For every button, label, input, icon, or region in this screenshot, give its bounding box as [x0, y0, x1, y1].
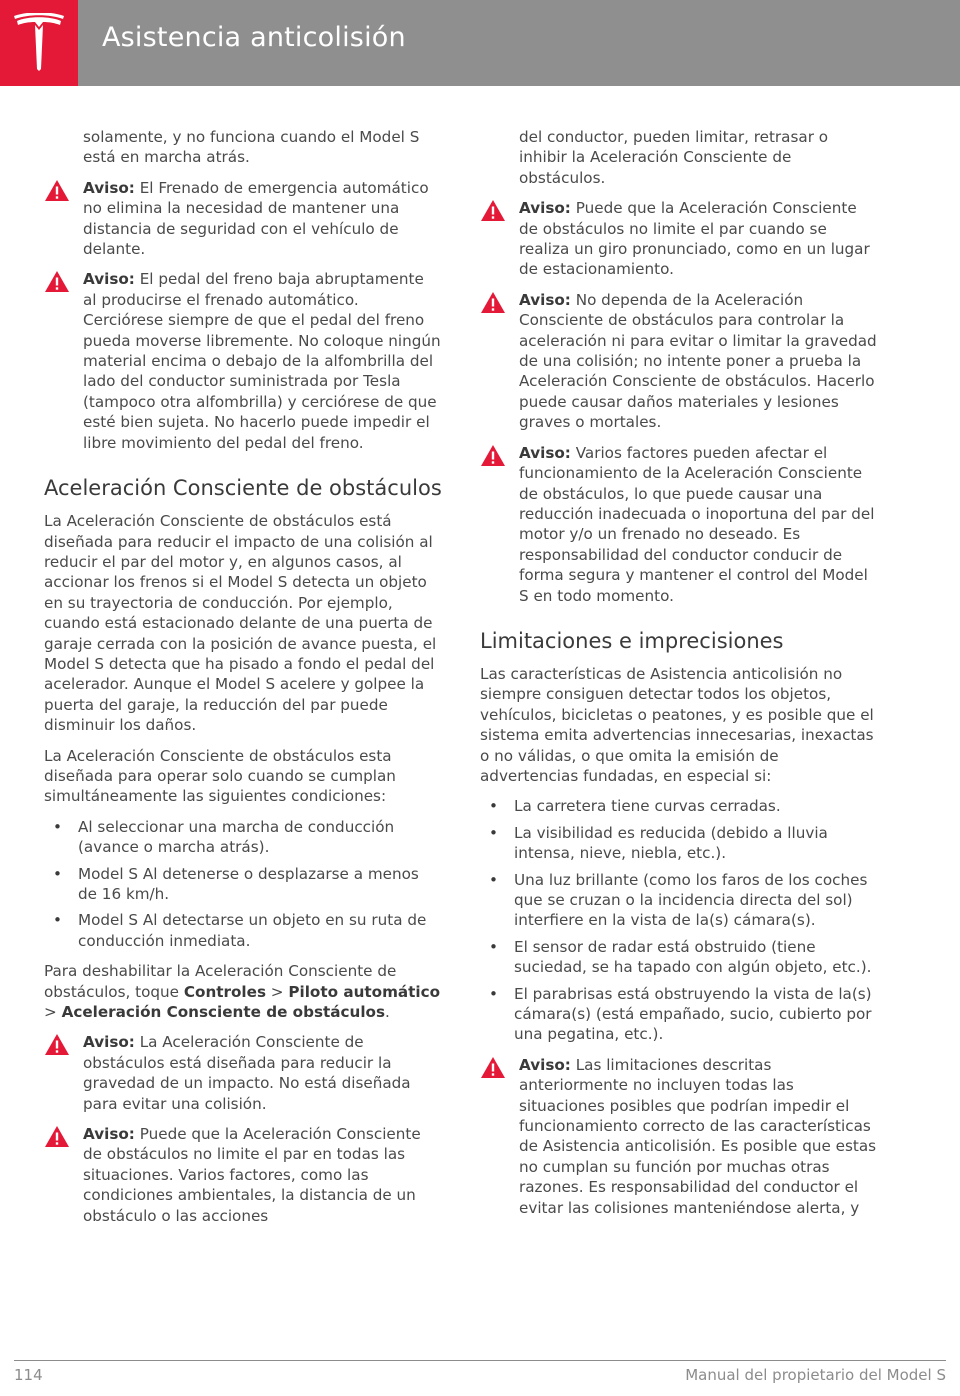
warning-text: Varios factores pueden afectar el funcionamiento de la Aceleración Consciente de obstáculos, lo que puede causar una reducción inadecuada o inoportuna del par del motor y/o un frenado no deseado. Es responsabilidad del conductor conducir de forma segura y mantener el control del Model S en todo momento.	[519, 443, 875, 605]
left-column	[44, 127, 442, 1236]
warning-text: Las limitaciones descritas anteriormente no incluyen todas las situaciones posibles que podrían impedir el funcionamiento correcto de las características de Asistencia anticolisión. Es posible que estas no cumplan su función por muchas otras razones. Es responsabilidad del conductor el evitar las colisiones manteniéndose alerta, y	[519, 1055, 877, 1217]
paragraph: La Aceleración Consciente de obstáculos está diseñada para reducir el impacto de una colisión al reducir el par del motor y, en algunos casos, al accionar los frenos si el Model S detecta un objeto en su trayectoria de conducción. Por ejemplo, cuando está estacionado delante de una puerta de garaje cerrada con la posición de avance puesta, el Model S detecta que ha pisado a fondo el pedal del acelerador. Aunque el Model S acelere y golpee la puerta del garaje, la reducción del par puede disminuir los daños.	[44, 512, 437, 735]
left-intro: solamente, y no funciona cuando el Model S está en marcha atrás.	[83, 128, 420, 167]
warning-block	[44, 178, 442, 260]
list-item: • El sensor de radar está obstruido (tiene suciedad, se ha tapado con algún objeto, etc.).	[480, 937, 878, 978]
warning-triangle-icon	[480, 444, 506, 467]
warning-triangle-icon	[44, 1033, 70, 1056]
footer-manual-title: Manual del propietario del Model S	[685, 1366, 946, 1384]
footer-divider	[14, 1360, 946, 1361]
path-obstacle-aware: Aceleración Consciente de obstáculos	[61, 1003, 386, 1022]
page-number: 114	[14, 1366, 43, 1384]
paragraph: La Aceleración Consciente de obstáculos esta diseñada para operar solo cuando se cumplan simultáneamente las siguientes condiciones:	[44, 746, 396, 806]
section-heading-obstacle-aware: Aceleración Consciente de obstáculos	[44, 476, 442, 501]
list-item: • Model S Al detenerse o desplazarse a menos de 16 km/h.	[44, 864, 442, 905]
warning-triangle-icon	[480, 291, 506, 314]
warning-label: Aviso:	[83, 178, 135, 197]
warning-triangle-icon	[44, 179, 70, 202]
warning-label: Aviso:	[83, 1033, 135, 1052]
list-item: • La visibilidad es reducida (debido a lluvia intensa, nieve, niebla, etc.).	[480, 823, 878, 864]
warning-block	[480, 1055, 878, 1218]
warning-label: Aviso:	[83, 1125, 135, 1144]
instructions-end: .	[385, 1003, 390, 1022]
warning-label: Aviso:	[519, 443, 571, 462]
warning-label: Aviso:	[519, 290, 571, 309]
warning-text: El pedal del freno baja abruptamente al producirse el frenado automático. Cerciórese siempre de que el pedal del freno pueda moverse libremente. No coloque ningún material encima o debajo de la alfombrilla del lado del conductor suministrada por Tesla (tampoco otra alfombrilla) y cerciórese de que esté bien sujeta. No hacerlo puede impedir el libre movimiento del pedal del freno.	[83, 270, 441, 452]
warning-triangle-icon	[44, 1125, 70, 1148]
conditions-list	[44, 817, 442, 951]
warning-text: La Aceleración Consciente de obstáculos está diseñada para reducir la gravedad de un impacto. No está diseñada para evitar una colisión.	[83, 1033, 411, 1113]
tesla-logo-icon	[13, 13, 65, 71]
limitations-list	[480, 796, 878, 1044]
page-header	[0, 0, 960, 86]
tesla-logo	[0, 0, 78, 86]
warning-triangle-icon	[480, 199, 506, 222]
disable-instructions	[44, 961, 442, 1022]
list-item: • El parabrisas está obstruyendo la vista de la(s) cámara(s) (está empañado, sucio, cubierto por una pegatina, etc.).	[480, 984, 878, 1045]
warning-block	[44, 1124, 442, 1226]
list-item: • Al seleccionar una marcha de conducción (avance o marcha atrás).	[44, 817, 442, 858]
warning-triangle-icon	[44, 270, 70, 293]
warning-triangle-icon	[480, 1056, 506, 1079]
warning-label: Aviso:	[83, 270, 135, 289]
warning-text: Puede que la Aceleración Consciente de obstáculos no limite el par cuando se realiza un giro pronunciado, como en un lugar de estacionamiento.	[519, 199, 870, 279]
page-title: Asistencia anticolisión	[102, 22, 406, 53]
paragraph: Las características de Asistencia anticolisión no siempre consiguen detectar todos los objetos, vehículos, bicicletas o peatones, y es posible que el sistema emita advertencias innecesarias, inexactas o no válidas, o que omita la emisión de advertencias fundadas, en especial si:	[480, 664, 874, 785]
path-autopilot: Piloto automático	[288, 982, 441, 1001]
path-controls: Controles	[183, 982, 266, 1001]
list-item: • Model S Al detectarse un objeto en su ruta de conducción inmediata.	[44, 910, 442, 951]
warning-text: Puede que la Aceleración Consciente de obstáculos no limite el par en todas las situaciones. Varios factores, como las condiciones ambientales, la distancia de un obstáculo o las acciones	[83, 1125, 421, 1225]
warning-block	[44, 1032, 442, 1114]
list-item: • La carretera tiene curvas cerradas.	[480, 796, 878, 816]
list-item: • Una luz brillante (como los faros de los coches que se cruzan o la incidencia directa del sol) interfiere en la vista de la(s) cámara(s).	[480, 870, 878, 931]
warning-block	[480, 290, 878, 433]
path-separator: >	[265, 982, 289, 1001]
warning-text: El Frenado de emergencia automático no elimina la necesidad de mantener una distancia de seguridad con el vehículo de delante.	[83, 178, 429, 259]
warning-block	[480, 198, 878, 280]
warning-label: Aviso:	[519, 199, 571, 218]
right-intro: del conductor, pueden limitar, retrasar o inhibir la Aceleración Consciente de obstáculos.	[519, 128, 829, 187]
section-heading-limitations: Limitaciones e imprecisiones	[480, 628, 784, 653]
path-separator: >	[44, 1003, 62, 1022]
warning-text: No dependa de la Aceleración Consciente de obstáculos para controlar la aceleración ni para evitar o limitar la gravedad de una colisión; no intente poner a prueba la Aceleración Consciente de obstáculos. Hacerlo puede causar daños materiales y lesiones graves o mortales.	[519, 290, 877, 432]
warning-block	[480, 443, 878, 606]
warning-label: Aviso:	[519, 1055, 571, 1074]
instructions-text: Para deshabilitar la Aceleración Consciente de obstáculos, toque	[44, 962, 397, 1001]
warning-block	[44, 269, 442, 453]
right-column	[480, 127, 878, 1228]
